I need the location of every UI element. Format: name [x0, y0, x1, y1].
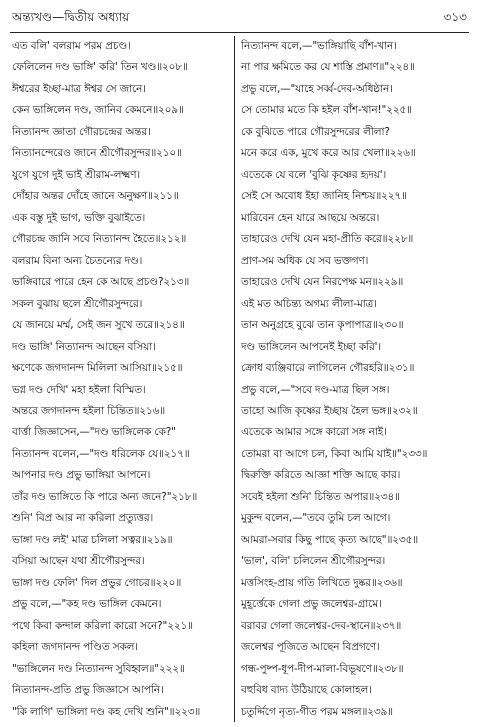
- header-rule: [10, 32, 469, 33]
- verse-line: এক বস্তু দুই ভাগ, ভক্তি বুঝাইতে।: [12, 211, 146, 224]
- verse-line: ফেলিলেন দণ্ড ভাঙ্গি' করি' তিন খণ্ড॥২০৮॥: [12, 61, 188, 74]
- verse-line: পথে কিবা কন্দাল করিলা কারো সনে?"২২১॥: [12, 619, 193, 632]
- verse-line: তাহো আজি কৃষ্ণের ইচ্ছায় হৈল ভঙ্গ॥২৩২॥: [241, 404, 418, 417]
- verse-line: প্রভু বলে,—"সবে দণ্ড-মাত্র ছিল সঙ্গ।: [241, 383, 390, 396]
- verse-line: নিত্যানন্দ বলে,—"ভাঙ্গিয়াছি বাঁশ-খান।: [241, 40, 397, 52]
- verse-line: নিত্যানন্দ-প্রতি প্রভু জিজ্ঞাসে আপনি।: [12, 684, 164, 697]
- verse-line: তান অনুগ্রহে বুঝে তান কৃপাপাত্র॥২৩০॥: [241, 319, 404, 332]
- verse-line: মুহূর্ত্তেকে গেলা প্রভু জলেশ্বর-গ্রামে।: [241, 598, 382, 611]
- verse-line: 'ভাল', বলি' চলিলেন শ্রীগৌরসুন্দর।: [241, 555, 386, 568]
- verse-line: নিত্যানন্দেরেও জানে শ্রীগৌরসুন্দর॥২১০॥: [12, 147, 182, 160]
- verse-line: সকল বুঝায় ছলে শ্রীগৌরসুন্দরে।: [12, 297, 143, 310]
- verse-line: যুগে যুগে দুই ভাই শ্রীরাম-লক্ষ্মণ।: [12, 168, 141, 181]
- right-column: [241, 38, 469, 720]
- verse-line: বরাবর গেলা জলেশ্বর-দেব-স্থানে॥২৩৭॥: [241, 619, 402, 632]
- verse-line: কেন ভাঙ্গিলেন দণ্ড, জানিব কেমনে॥২০৯॥: [12, 104, 184, 117]
- verse-line: নিত্যানন্দ জ্ঞাতা গৌরচন্দ্রের অন্তর।: [12, 125, 151, 138]
- verse-line: বার্ত্তা জিজ্ঞাসেন,—"দণ্ড ভাঙ্গিলেক কে?": [12, 426, 176, 439]
- verse-line: ঈশ্বরের ইচ্ছা-মাত্র ঈশ্বর সে জানে।: [12, 82, 146, 95]
- page-number: ৩১৩: [443, 10, 467, 24]
- verse-line: মনে করে এক, মুখে করে আর খেলা॥২২৬॥: [241, 147, 416, 160]
- verse-line: যে জানয়ে মর্ম্ম, সেই জন সুখে তরে॥২১৪॥: [12, 319, 185, 332]
- verse-line: মত্তসিংহ-প্রায় গতি লিখিতে দুষ্কর॥২৩৬॥: [241, 576, 403, 589]
- verse-line: অন্তরে জগদানন্দ হইলা চিন্তিত॥২১৬॥: [12, 404, 166, 417]
- verse-line: দ্বিরুক্তি করিতে আজ্ঞা শক্তি আছে কার।: [241, 469, 401, 482]
- verse-line: কহিলা জগদানন্দ পণ্ডিত সকল।: [12, 641, 138, 654]
- verse-line: সে তোমার মতে কি হইল বাঁশ-খান!"২২৫॥: [241, 104, 412, 117]
- page-header: [12, 8, 467, 30]
- left-column: [12, 38, 238, 720]
- verse-line: তাহারেও দেখি যেন মহা-প্রীতি করে॥২২৮॥: [241, 233, 414, 246]
- verse-line: জলেশ্বর পূজিতে আছেন বিপ্রগণে।: [241, 641, 380, 654]
- verse-line: নিত্যানন্দ বলেন,—"দণ্ড ধরিলেক যে॥২১৭॥: [12, 447, 190, 460]
- verse-line: ক্রোধ ব্যঞ্জিবারে লাগিলেন গৌরহরি॥২৩১॥: [241, 362, 415, 375]
- verse-line: ভাঙ্গিবারে পারে হেন কে আছে প্রচণ্ড?২১৩॥: [12, 276, 190, 289]
- verse-line: ক্ষণেকে জগদানন্দ মিলিলা আসিয়া॥২১৫॥: [12, 362, 183, 375]
- verse-line: ভগ্ন দণ্ড দেখি' মহা হইলা বিস্মিত।: [12, 383, 146, 396]
- verse-line: কে বুঝিতে পারে গৌরসুন্দরের লীলা?: [241, 125, 390, 138]
- verse-line: গৌরচন্দ্র জানি সবে নিত্যানন্দ হৈতে॥২১২॥: [12, 233, 187, 246]
- verse-line: "কি লাগি' ভাঙ্গিলা দণ্ড কহ দেখি শুনি"॥২২৩॥: [12, 705, 201, 718]
- verse-line: ভাঙ্গা দণ্ড ফেলি' দিল প্রভুর গোচর॥২২০॥: [12, 576, 182, 589]
- verse-line: দণ্ড ভাঙ্গিলেন আপনেই ইচ্ছা করি'।: [241, 340, 381, 353]
- verse-line: বসিয়া আছেন যথা শ্রীগৌরসুন্দর।: [12, 555, 145, 568]
- verse-line: তাঁর দণ্ড ভাঙ্গিতে কি পারে অন্য জনে?"২১৮॥: [12, 490, 198, 503]
- verse-line: বলরাম বিনা অন্য চৈতন্যের দণ্ড।: [12, 254, 143, 267]
- verse-line: আপনার দণ্ড প্রভু ভাঙ্গিয়া আপনে।: [12, 469, 151, 482]
- verse-line: প্রভু বলে,—"যাহে সর্ব্ব-দেব-অধিষ্ঠান।: [241, 82, 393, 95]
- verse-line: আমরা-সবার কিছু পাছে কৃত্য আছে"॥২৩৫॥: [241, 533, 418, 546]
- verse-line: দণ্ড ভাঙ্গি' নিত্যানন্দ আছেন বসিয়া।: [12, 340, 156, 353]
- verse-line: ভাঙ্গা দণ্ড লই' মাত্র চলিলা সত্বর॥২১৯॥: [12, 533, 173, 546]
- verse-line: তাহারেও দেখি যেন নিরপেক্ষ মন॥২২৯॥: [241, 276, 404, 289]
- verse-line: মুকুন্দ বলেন,—"তবে তুমি চল আগে।: [241, 512, 391, 525]
- verse-line: দোঁহার অন্তর দোঁহে জানে অনুক্ষণ॥২১১॥: [12, 190, 179, 203]
- verse-line: শুনি' বিপ্র আর না করিলা প্রত্যুত্তর।: [12, 512, 154, 525]
- verse-line: বহুবিধ বাদ্য উঠিয়াছে কোলাহল।: [241, 684, 372, 697]
- verse-line: সবেই হইলা শুনি' চিন্তিত অপার॥২৩৪॥: [241, 490, 400, 503]
- verse-line: গন্ধ-পুষ্প-ধূপ-দীপ-মালা-বিভূষণে॥২৩৮॥: [241, 662, 404, 675]
- verse-line: এতেকে যে বলে 'বুঝি কৃষ্ণের হৃদয়'।: [241, 168, 387, 181]
- verse-line: এই মত অচিন্ত্য অগম্য লীলা-মাত্র।: [241, 297, 377, 310]
- verse-line: প্রাণ-সম অধিক যে সব ভক্তগণ।: [241, 254, 369, 267]
- verse-line: এতেকে আমার সঙ্গে কারো সঙ্গ নাই।: [241, 426, 387, 439]
- verse-line: প্রভু বলে,—"কহ দণ্ড ভাঙ্গিল কেমনে।: [12, 598, 162, 611]
- verse-line: চতুর্দ্দিগে নৃত্য-গীত পরম মঙ্গল॥২৩৯॥: [241, 705, 393, 718]
- verse-line: সেই সে অবোধ ইহা জানিহ নিশ্চয়॥২২৭॥: [241, 190, 407, 203]
- running-head: অন্ত্যখণ্ড—দ্বিতীয় অধ্যায়: [12, 10, 130, 24]
- verse-line: তোমরা বা আগে চল, কিবা আমি যাই॥"২৩৩॥: [241, 447, 428, 460]
- verse-line: "ভাঙ্গিলেন দণ্ড নিত্যানন্দ সুবিহ্বল॥"২২২॥: [12, 662, 185, 675]
- column-divider: [234, 36, 235, 722]
- verse-line: না পার ক্ষমিতে কর যে শাস্তি প্রমাণ॥"২২৪॥: [241, 61, 415, 74]
- verse-line: মারিবেন হেন যারে আছয়ে অন্তরে।: [241, 211, 380, 224]
- verse-line: এত বলি' বলরাম পরম প্রচণ্ড।: [12, 40, 131, 52]
